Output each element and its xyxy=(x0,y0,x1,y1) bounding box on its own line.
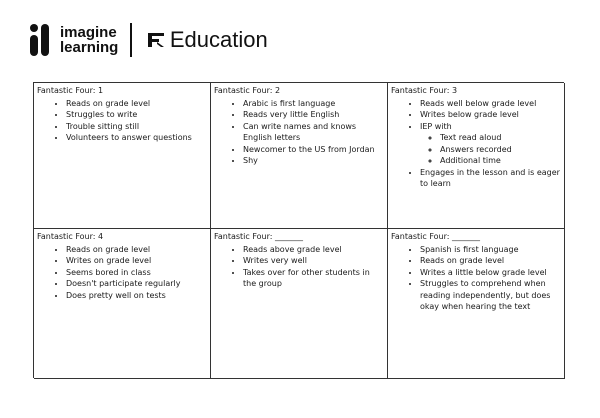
sub-list-item: ◦ Answers recorded xyxy=(440,144,561,156)
list-item: • Writes a little below grade level xyxy=(420,267,561,279)
list-item: • Does pretty well on tests xyxy=(66,290,207,302)
list-item: • Doesn't participate regularly xyxy=(66,278,207,290)
cell-title: Fantastic Four: 4 xyxy=(37,232,104,241)
header-divider xyxy=(130,23,132,57)
list-item: • Reads very little English xyxy=(243,109,384,121)
cell-title: Fantastic Four: _______ xyxy=(391,232,481,241)
bullet-list xyxy=(391,98,561,190)
brand-line-1: imagine xyxy=(60,24,117,41)
brand-name xyxy=(60,25,118,55)
list-item: • Struggles to write xyxy=(66,109,207,121)
table-cell-group-6 xyxy=(388,229,565,379)
cell-title: Fantastic Four: 1 xyxy=(37,86,104,95)
list-item: • Engages in the lesson and is eager to learn xyxy=(420,167,561,190)
bullet-list xyxy=(214,98,384,167)
page-header xyxy=(30,18,268,62)
list-item: • Reads above grade level xyxy=(243,244,384,256)
list-item: • Shy xyxy=(243,155,384,167)
cell-title: Fantastic Four: _______ xyxy=(214,232,304,241)
sub-list-item: ◦ Additional time xyxy=(440,155,561,167)
list-item: • Seems bored in class xyxy=(66,267,207,279)
education-logo-icon xyxy=(146,30,166,50)
table-cell-group-3 xyxy=(388,83,565,229)
list-item: • Trouble sitting still xyxy=(66,121,207,133)
sub-bullet-list xyxy=(420,132,561,167)
table-cell-group-2 xyxy=(211,83,388,229)
list-item: • Reads on grade level xyxy=(66,98,207,110)
cell-title: Fantastic Four: 2 xyxy=(214,86,281,95)
cell-title: Fantastic Four: 3 xyxy=(391,86,458,95)
list-item: • Writes very well xyxy=(243,255,384,267)
table-cell-group-4 xyxy=(34,229,211,379)
bullet-list xyxy=(214,244,384,290)
list-item: • Newcomer to the US from Jordan xyxy=(243,144,384,156)
bullet-list xyxy=(391,244,561,313)
table-cell-group-1 xyxy=(34,83,211,229)
list-item: • Volunteers to answer questions xyxy=(66,132,207,144)
list-item xyxy=(420,121,561,167)
list-item: • Reads well below grade level xyxy=(420,98,561,110)
list-item: • Writes below grade level xyxy=(420,109,561,121)
table-cell-group-5 xyxy=(211,229,388,379)
imagine-learning-logo-icon xyxy=(30,24,52,56)
list-item-text: IEP with xyxy=(420,121,452,131)
student-profile-table xyxy=(33,82,564,378)
bullet-list xyxy=(37,98,207,144)
list-item: • Reads on grade level xyxy=(66,244,207,256)
list-item: • Arabic is first language xyxy=(243,98,384,110)
product-name: Education xyxy=(169,27,268,52)
list-item: • Reads on grade level xyxy=(420,255,561,267)
list-item: • Struggles to comprehend when reading independently, but does okay when hearing the text xyxy=(420,278,561,313)
list-item: • Takes over for other students in the group xyxy=(243,267,384,290)
bullet-list xyxy=(37,244,207,302)
list-item: • Writes on grade level xyxy=(66,255,207,267)
sub-list-item: ◦ Text read aloud xyxy=(440,132,561,144)
list-item: • Can write names and knows English letters xyxy=(243,121,384,144)
list-item: • Spanish is first language xyxy=(420,244,561,256)
brand-line-2: learning xyxy=(60,39,119,56)
